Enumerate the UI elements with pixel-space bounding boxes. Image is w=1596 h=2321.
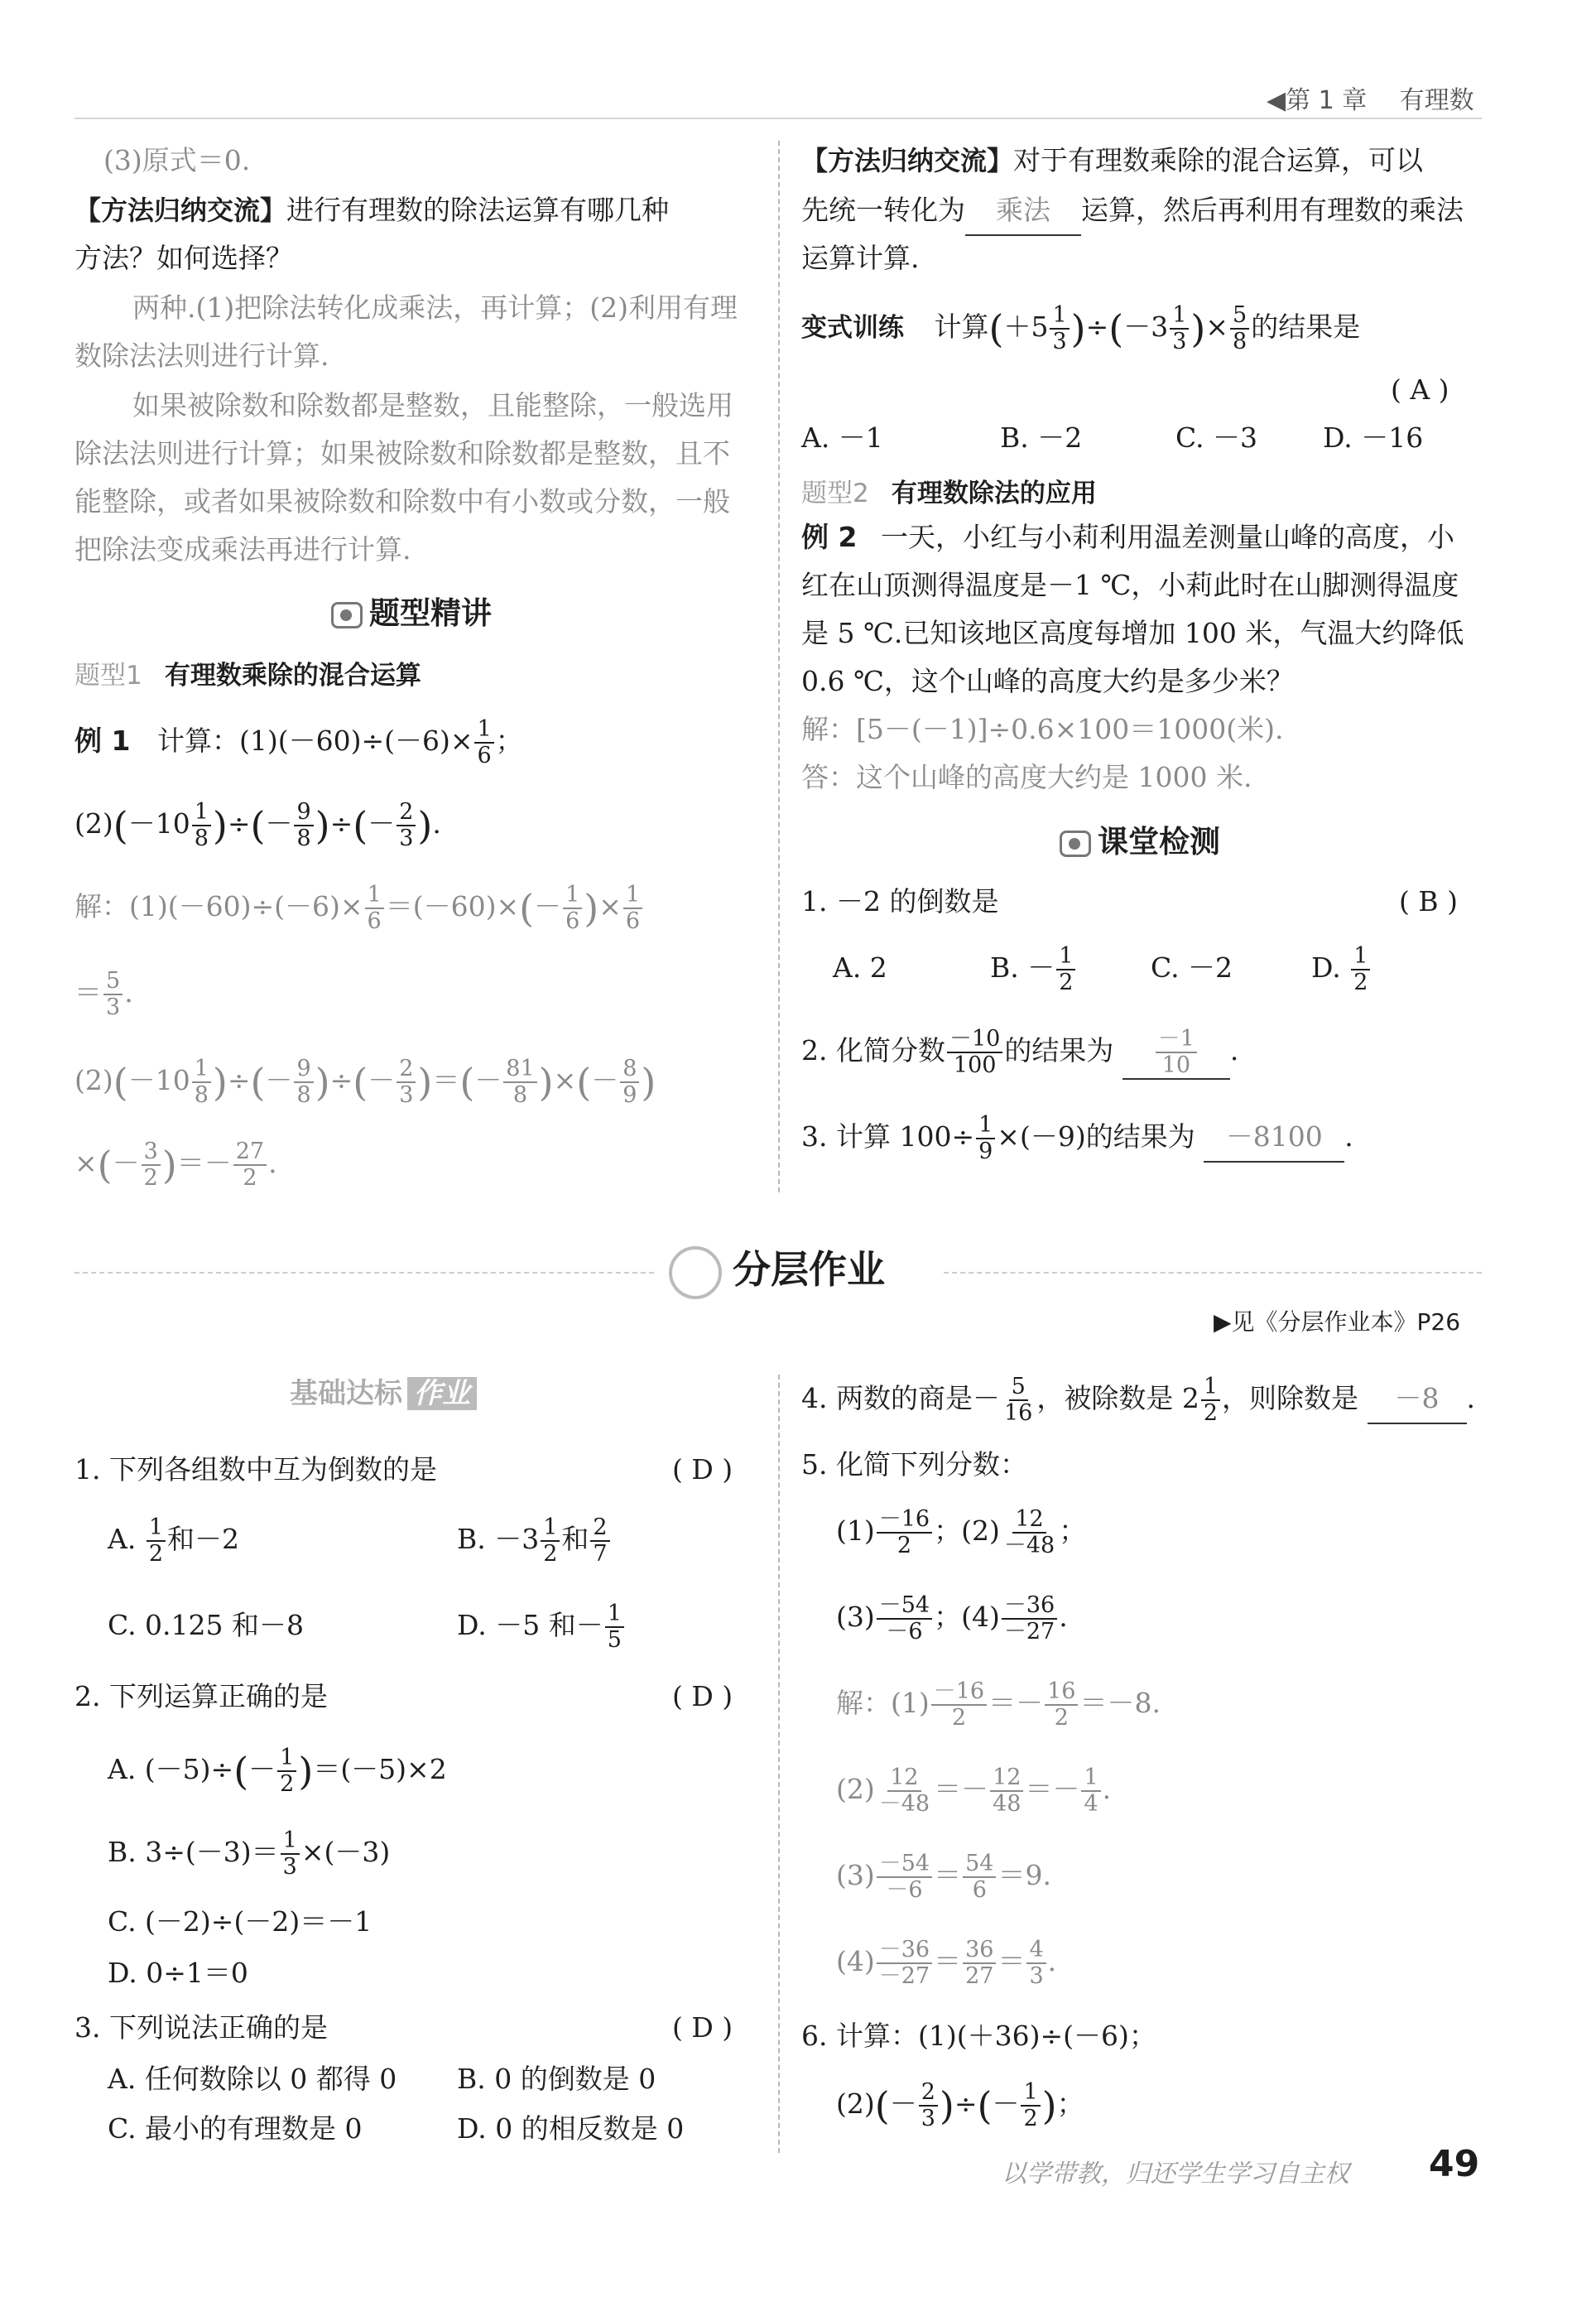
method-answer-line5: 能整除，或者如果被除数和除数中有小数或分数，一般: [75, 485, 730, 518]
footer-slogan: 以学带教，归还学生学习自主权: [1002, 2160, 1349, 2189]
method-summary-line2: [801, 186, 1464, 236]
hw-q4: 4. 两数的商是－ $\frac{5}{16}$ ，被除数是 2 $\frac{1}{2}$ ，则除数是 －8 .: [801, 1374, 1476, 1426]
check-q3-pre: 3. 计算 100÷: [801, 1120, 975, 1153]
method-answer-line3: 如果被除数和除数都是整数，且能整除，一般选用: [132, 389, 733, 421]
example1-solution-line4: ×(－ $\frac{3}{2}$ )＝－ $\frac{27}{2}$ .: [75, 1139, 277, 1191]
hw-q4-pre: 4. 两数的商是－: [801, 1382, 1000, 1414]
check-q2-blank: $\frac{-1}{10}$: [1122, 1027, 1230, 1080]
method-answer-line2: 数除法法则进行计算.: [75, 339, 329, 372]
left-triangle-icon: ◀: [1267, 86, 1286, 115]
variant-label: 变式训练: [801, 313, 904, 343]
check-q2-pre: 2. 化简分数: [801, 1034, 945, 1067]
method-summary-line3: 运算计算.: [801, 242, 920, 274]
section-title-ketang: 课堂检测: [1098, 824, 1220, 860]
chapter-title: 有理数: [1399, 86, 1474, 115]
method-summary-text2b: 运算，然后再利用有理数的乘法: [1081, 194, 1464, 226]
hw-q1-answer: ( D ): [672, 1453, 733, 1486]
example2-line4: 0.6 ℃，这个山峰的高度大约是多少米？: [801, 665, 1294, 697]
variant-answer: ( A ): [1391, 373, 1449, 406]
hw-q1-option-c: C. 0.125 和－8: [108, 1609, 305, 1641]
hw-q6-part2: (2)(－ $\frac{2}{3}$ )÷(－ $\frac{1}{2}$ )；: [836, 2079, 1084, 2131]
play-icon: ▶: [1214, 1308, 1232, 1336]
check-q1-option-b: B. － $\frac{1}{2}$: [990, 944, 1077, 995]
method-summary-text1: 对于有理数乘除的混合运算，可以: [1013, 144, 1424, 176]
section-title-tixing: 题型精讲: [369, 595, 492, 631]
example1-solution-label: 解：(1)(－60)÷(－6)×: [75, 890, 363, 922]
example1-solution-line2: ＝ $\frac{5}{3}$ .: [75, 968, 133, 1020]
check-q1-option-c: C. －2: [1151, 951, 1233, 984]
hw-q3-option-d: D. 0 的相反数是 0: [457, 2112, 685, 2145]
hw-q1-option-d: D. －5 和－ $\frac{1}{5}$: [457, 1601, 626, 1653]
check-q1-option-a: A. 2: [833, 951, 887, 984]
check-q2: 2. 化简分数 $\frac{-10}{100}$ 的结果为 $\frac{-1}{10}$ .: [801, 1026, 1239, 1078]
hw-q2-a-post: ＝(－5)×2: [313, 1753, 447, 1785]
method-tag: 【方法归纳交流】: [75, 195, 287, 226]
type1-header: [75, 654, 421, 691]
type2-header: [801, 472, 1097, 509]
hw-q2-b-pre: B. 3÷(－3)＝: [108, 1836, 279, 1868]
type1-tag: 题型1: [75, 661, 142, 691]
hw-q2-answer: ( D ): [672, 1680, 733, 1712]
method-answer-line4: 除法法则进行计算；如果被除数和除数都是整数，且不: [75, 437, 730, 469]
hw-q5-solution-label: 解：(1): [836, 1687, 930, 1719]
hw-q1-a-pre: A.: [108, 1523, 145, 1555]
method-tag-right: 【方法归纳交流】: [801, 145, 1014, 176]
check-q1-option-d-label: D.: [1311, 951, 1350, 984]
hw-q3-answer: ( D ): [672, 2011, 733, 2044]
hw-q2-option-b: B. 3÷(－3)＝ $\frac{1}{3}$ ×(－3): [108, 1827, 391, 1880]
hw-q5-solution-3: (3) $\frac{-54}{-6}$ ＝ $\frac{54}{6}$ ＝9.: [836, 1851, 1051, 1903]
hw-q6-part2-label: (2): [836, 2087, 875, 2120]
method-answer-line1: 两种.(1)把除法转化成乘法，再计算；(2)利用有理: [132, 291, 738, 324]
hw-q1-option-b: B. －3 $\frac{1}{2}$ 和 $\frac{2}{7}$: [457, 1515, 612, 1567]
hw-q2-option-d: D. 0÷1＝0: [108, 1957, 248, 1989]
hw-q5-parts-1-2: (1) $\frac{-16}{2}$ ；(2) $\frac{12}{-48}$ ；: [836, 1506, 1087, 1558]
example1-solution-line1: 解：(1)(－60)÷(－6)× $\frac{1}{6}$ ＝(－60)×(－ $\frac{1}{6}$ )× $\frac{1}{6}$: [75, 883, 644, 934]
example1-label: 例 1: [75, 725, 131, 757]
hw-q5-solution-4: (4) $\frac{-36}{-27}$ ＝ $\frac{36}{27}$ ＝ $\frac{4}{3}$ .: [836, 1937, 1057, 1989]
example2-line2: 红在山顶测得温度是－1 ℃，小莉此时在山脚测得温度: [801, 569, 1459, 601]
example1-q1: 例 1 计算：(1)(－60)÷(－6)× $\frac{1}{6}$ ；: [75, 716, 523, 768]
hw-q3-option-a: A. 任何数除以 0 都得 0: [108, 2063, 397, 2095]
hw-q6: 6. 计算：(1)(＋36)÷(－6)；: [801, 2020, 1156, 2052]
hw-q2: 2. 下列运算正确的是: [75, 1680, 328, 1712]
page-number: 49: [1429, 2143, 1480, 2185]
type2-tag: 题型2: [801, 479, 869, 508]
method-question-line2: 方法？如何选择？: [75, 242, 293, 274]
variant-option-a: A. －1: [801, 421, 883, 454]
hw-q3-option-b: B. 0 的倒数是 0: [457, 2063, 656, 2095]
type1-title: 有理数乘除的混合运算: [164, 661, 421, 691]
hw-q1-b-mid: 和: [561, 1523, 589, 1555]
hw-q3-option-c: C. 最小的有理数是 0: [108, 2112, 363, 2145]
example2-answer: 答：这个山峰的高度大约是 1000 米.: [801, 761, 1252, 793]
variant-option-c: C. －3: [1175, 421, 1258, 454]
hw-q1-b-pre: B. －3: [457, 1523, 540, 1555]
hw-q1-d-pre: D. －5 和－: [457, 1609, 603, 1641]
hw-q5-solution-1: 解：(1) $\frac{-16}{2}$ ＝－ $\frac{16}{2}$ ＝－8.: [836, 1678, 1161, 1731]
banner-icon: [669, 1246, 722, 1299]
hw-q5-parts-3-4: (3) $\frac{-54}{-6}$ ；(4) $\frac{-36}{-27}$ .: [836, 1592, 1068, 1644]
section-icon-2: [1060, 831, 1091, 857]
column-divider-bottom: [778, 1375, 780, 2153]
see-reference-text: 见《分层作业本》P26: [1231, 1308, 1461, 1336]
method-blank: 乘法: [965, 186, 1081, 236]
method-summary-line1: [801, 137, 1423, 185]
hw-q4-mid: ，被除数是 2: [1036, 1382, 1199, 1414]
check-q1-option-b-label: B. －: [990, 951, 1055, 984]
hw-q2-b-post: ×(－3): [300, 1836, 391, 1868]
hw-q2-a-pre: A. (－5)÷: [108, 1753, 234, 1785]
check-q3-blank: －8100: [1204, 1113, 1344, 1163]
check-q1-answer: ( B ): [1399, 885, 1458, 917]
chapter-header: [1267, 79, 1474, 116]
chapter-label: 第 1 章: [1286, 86, 1368, 115]
hw-q1: 1. 下列各组数中互为倒数的是: [75, 1453, 437, 1486]
hw-q3: 3. 下列说法正确的是: [75, 2011, 328, 2044]
method-answer-line6: 把除法变成乘法再进行计算.: [75, 533, 411, 566]
example2-solution: 解：[5－(－1)]÷0.6×100＝1000(米).: [801, 713, 1284, 745]
prev-answer-3: (3)原式＝0.: [103, 144, 251, 176]
column-divider-top: [778, 141, 780, 1192]
example2-line1: [801, 513, 1454, 561]
basic-tag-a: 基础达标: [290, 1377, 402, 1410]
basic-tag-b: 作业: [407, 1377, 477, 1410]
example2-line3: 是 5 ℃.已知该地区高度每增加 100 米，气温大约降低: [801, 617, 1464, 649]
example2-text1: 一天，小红与小莉利用温差测量山峰的高度，小: [880, 521, 1454, 553]
method-summary-text2a: 先统一转化为: [801, 194, 965, 226]
section-icon: [331, 602, 363, 628]
hw-q2-option-c: C. (－2)÷(－2)＝－1: [108, 1905, 373, 1938]
hw-q4-post: ，则除数是: [1222, 1382, 1359, 1414]
check-q3: 3. 计算 100÷ $\frac{1}{9}$ ×(－9)的结果为 －8100 .: [801, 1112, 1353, 1164]
check-q2-mid: 的结果为: [1004, 1034, 1114, 1067]
example1-solution-mid: ＝(－60)×: [385, 890, 520, 922]
check-q3-mid: ×(－9)的结果为: [997, 1120, 1195, 1153]
check-q1-option-d: D. $\frac{1}{2}$: [1311, 944, 1372, 995]
check-q1: 1. －2 的倒数是: [801, 885, 999, 917]
example1-q1-text: 计算：(1)(－60)÷(－6)×: [156, 725, 474, 757]
section-heading-tixing: [331, 588, 492, 633]
variant-option-b: B. －2: [1000, 421, 1083, 454]
hw-q2-option-a: A. (－5)÷(－ $\frac{1}{2}$ )＝(－5)×2: [108, 1745, 447, 1797]
banner-rule-left: [75, 1272, 654, 1274]
type2-title: 有理数除法的应用: [891, 479, 1097, 508]
example1-q2-label: (2): [75, 807, 113, 840]
variant-option-d: D. －16: [1323, 421, 1424, 454]
example2-label: 例 2: [801, 521, 858, 553]
hw-q5: 5. 化简下列分数：: [801, 1448, 1027, 1481]
example1-q2: (2)(－10 $\frac{1}{8}$ )÷(－ $\frac{9}{8}$ )÷(－ $\frac{2}{3}$ ).: [75, 799, 441, 851]
variant-training: 变式训练 计算(＋5 $\frac{1}{3}$ )÷(－3 $\frac{1}{3}$ )× $\frac{5}{8}$ 的结果是: [801, 302, 1361, 354]
method-question-line1: 进行有理数的除法运算有哪几种: [286, 194, 670, 226]
section-heading-ketang: [1060, 816, 1220, 861]
variant-text-post: 的结果是: [1251, 311, 1361, 343]
hw-q4-blank: －8: [1368, 1375, 1467, 1424]
example1-solution-line3: (2)(－10 $\frac{1}{8}$ )÷(－ $\frac{9}{8}$ )÷(－ $\frac{2}{3}$ )＝(－ $\frac{81}{8}$ )×(－ $\frac{8}{9}$ ): [75, 1056, 656, 1108]
see-reference: [1214, 1302, 1460, 1343]
hw-q5-solution-2: (2) $\frac{12}{-48}$ ＝－ $\frac{12}{48}$ ＝－ $\frac{1}{4}$ .: [836, 1765, 1112, 1817]
banner-title: 分层作业: [733, 1247, 885, 1292]
basic-tag: [290, 1370, 477, 1411]
hw-q1-a-post: 和－2: [167, 1523, 239, 1555]
header-rule: [75, 118, 1482, 119]
example1-eq: ＝: [75, 976, 102, 1009]
hw-q1-option-a: A. $\frac{1}{2}$ 和－2: [108, 1514, 239, 1567]
banner-rule-right: [944, 1272, 1482, 1274]
variant-text-pre: 计算: [934, 311, 989, 343]
method-question: [75, 186, 669, 234]
